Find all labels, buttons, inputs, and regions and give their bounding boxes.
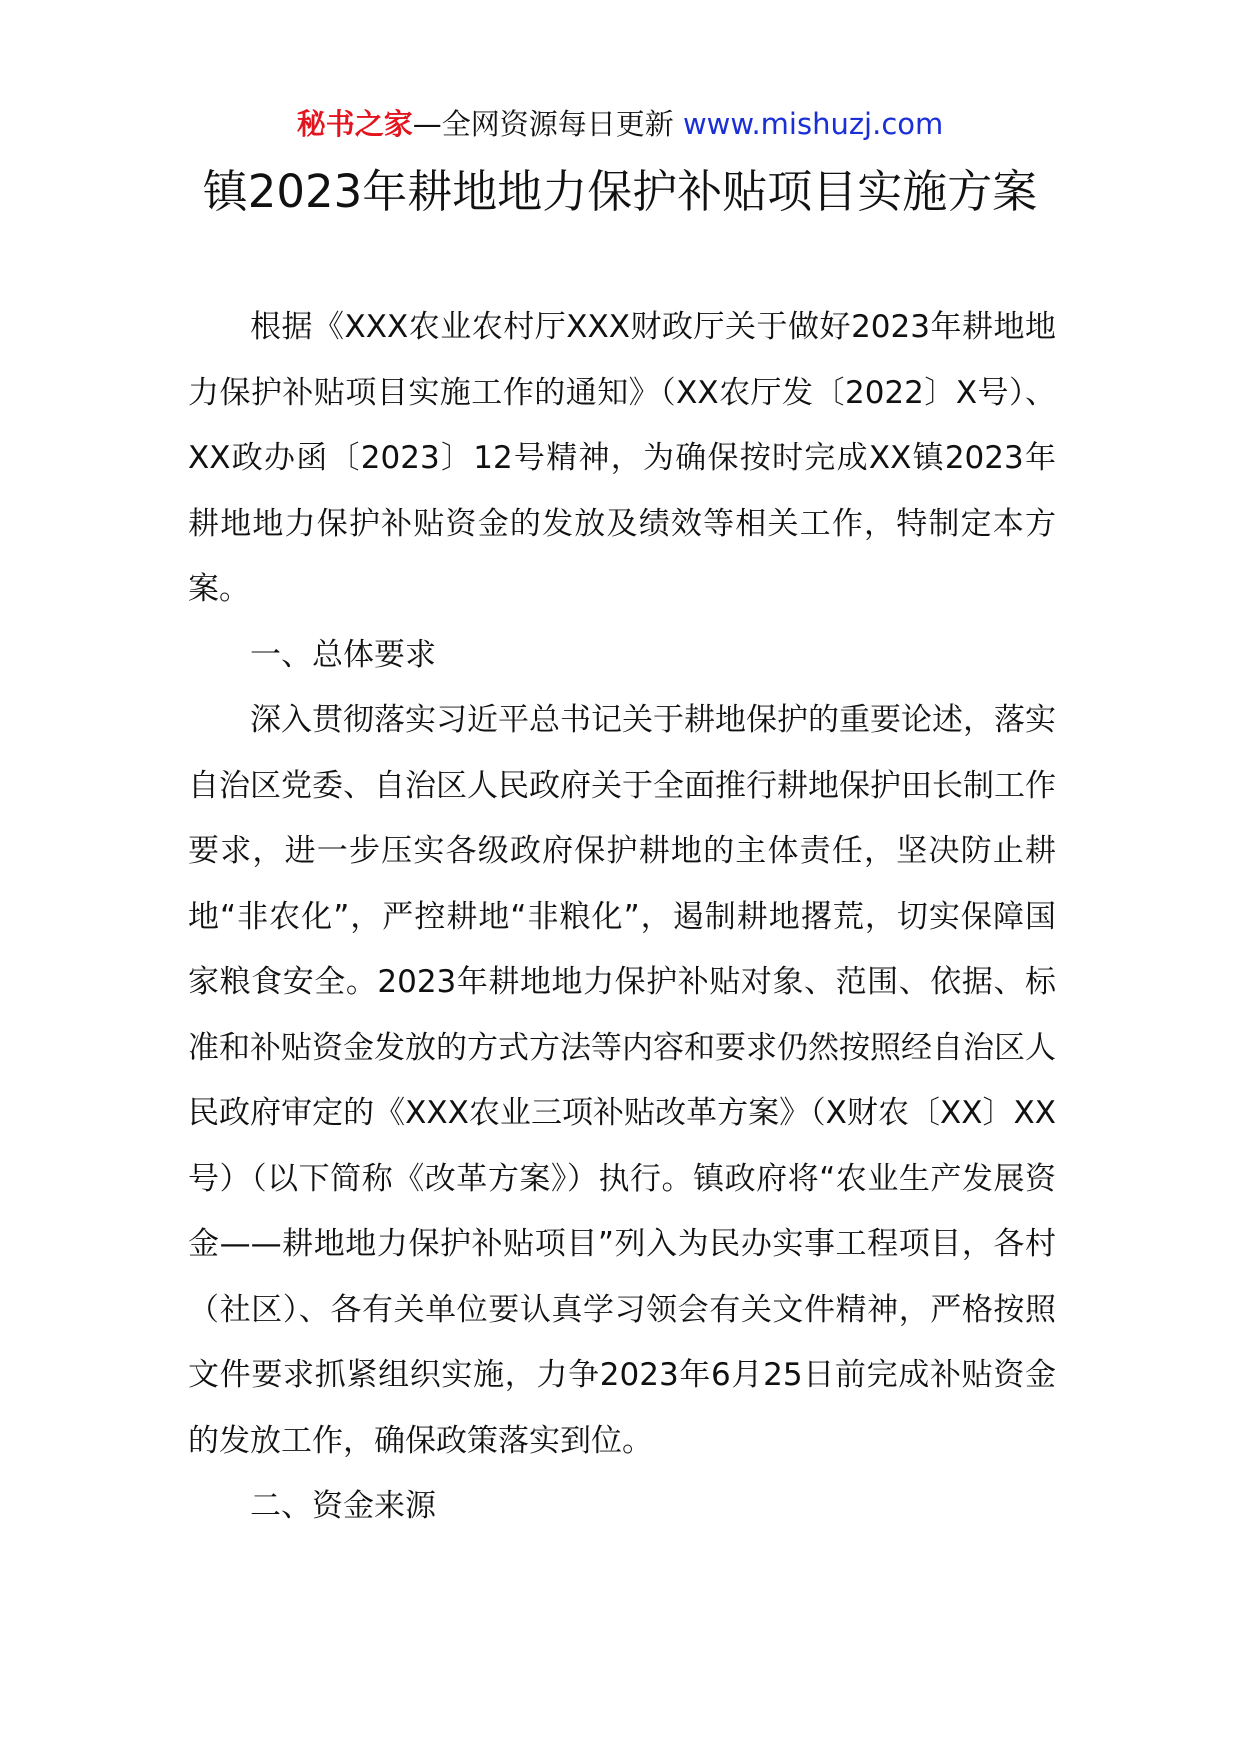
document-title: 镇2023年耕地地力保护补贴项目实施方案 xyxy=(202,165,1038,218)
section-heading-funding-source: 二、资金来源 xyxy=(250,1488,436,1524)
site-url-link[interactable]: www.mishuzj.com xyxy=(682,107,944,141)
header-tagline: —全网资源每日更新 xyxy=(412,107,674,141)
brand-name: 秘书之家 xyxy=(296,107,413,141)
site-header xyxy=(0,100,1240,148)
document-body xyxy=(188,295,1056,1540)
section-heading-general-requirements: 一、总体要求 xyxy=(250,636,436,673)
general-requirements-paragraph: 深入贯彻落实习近平总书记关于耕地保护的重要论述，落实自治区党委、自治区人民政府关于全面推行耕地保护田长制工作要求，进一步压实各级政府保护耕地的主体责任，坚决防止耕地“非农化”，严控耕地“非粮化”，遏制耕地撂荒，切实保障国家粮食安全。2023年耕地地力保护补贴对象、范围、依据、标准和补贴资金发放的方式方法等内容和要求仍然按照经自治区人民政府审定的《XXX农业三项补贴改革方案》（X财农〔XX〕XX号）（以下简称《改革方案》）执行。镇政府将“农业生产发展资金——耕地地力保护补贴项目”列入为民办实事工程项目，各村（社区）、各有关单位要认真学习领会有关文件精神，严格按照文件要求抓紧组织实施，力争2023年6月25日前完成补贴资金的发放工作，确保政策落实到位。 xyxy=(188,702,1056,1459)
intro-paragraph: 根据《XXX农业农村厅XXX财政厅关于做好2023年耕地地力保护补贴项目实施工作的通知》（XX农厅发〔2022〕X号）、XX政办函〔2023〕12号精神，为确保按时完成XX镇2023年耕地地力保护补贴资金的发放及绩效等相关工作，特制定本方案。 xyxy=(188,309,1056,607)
